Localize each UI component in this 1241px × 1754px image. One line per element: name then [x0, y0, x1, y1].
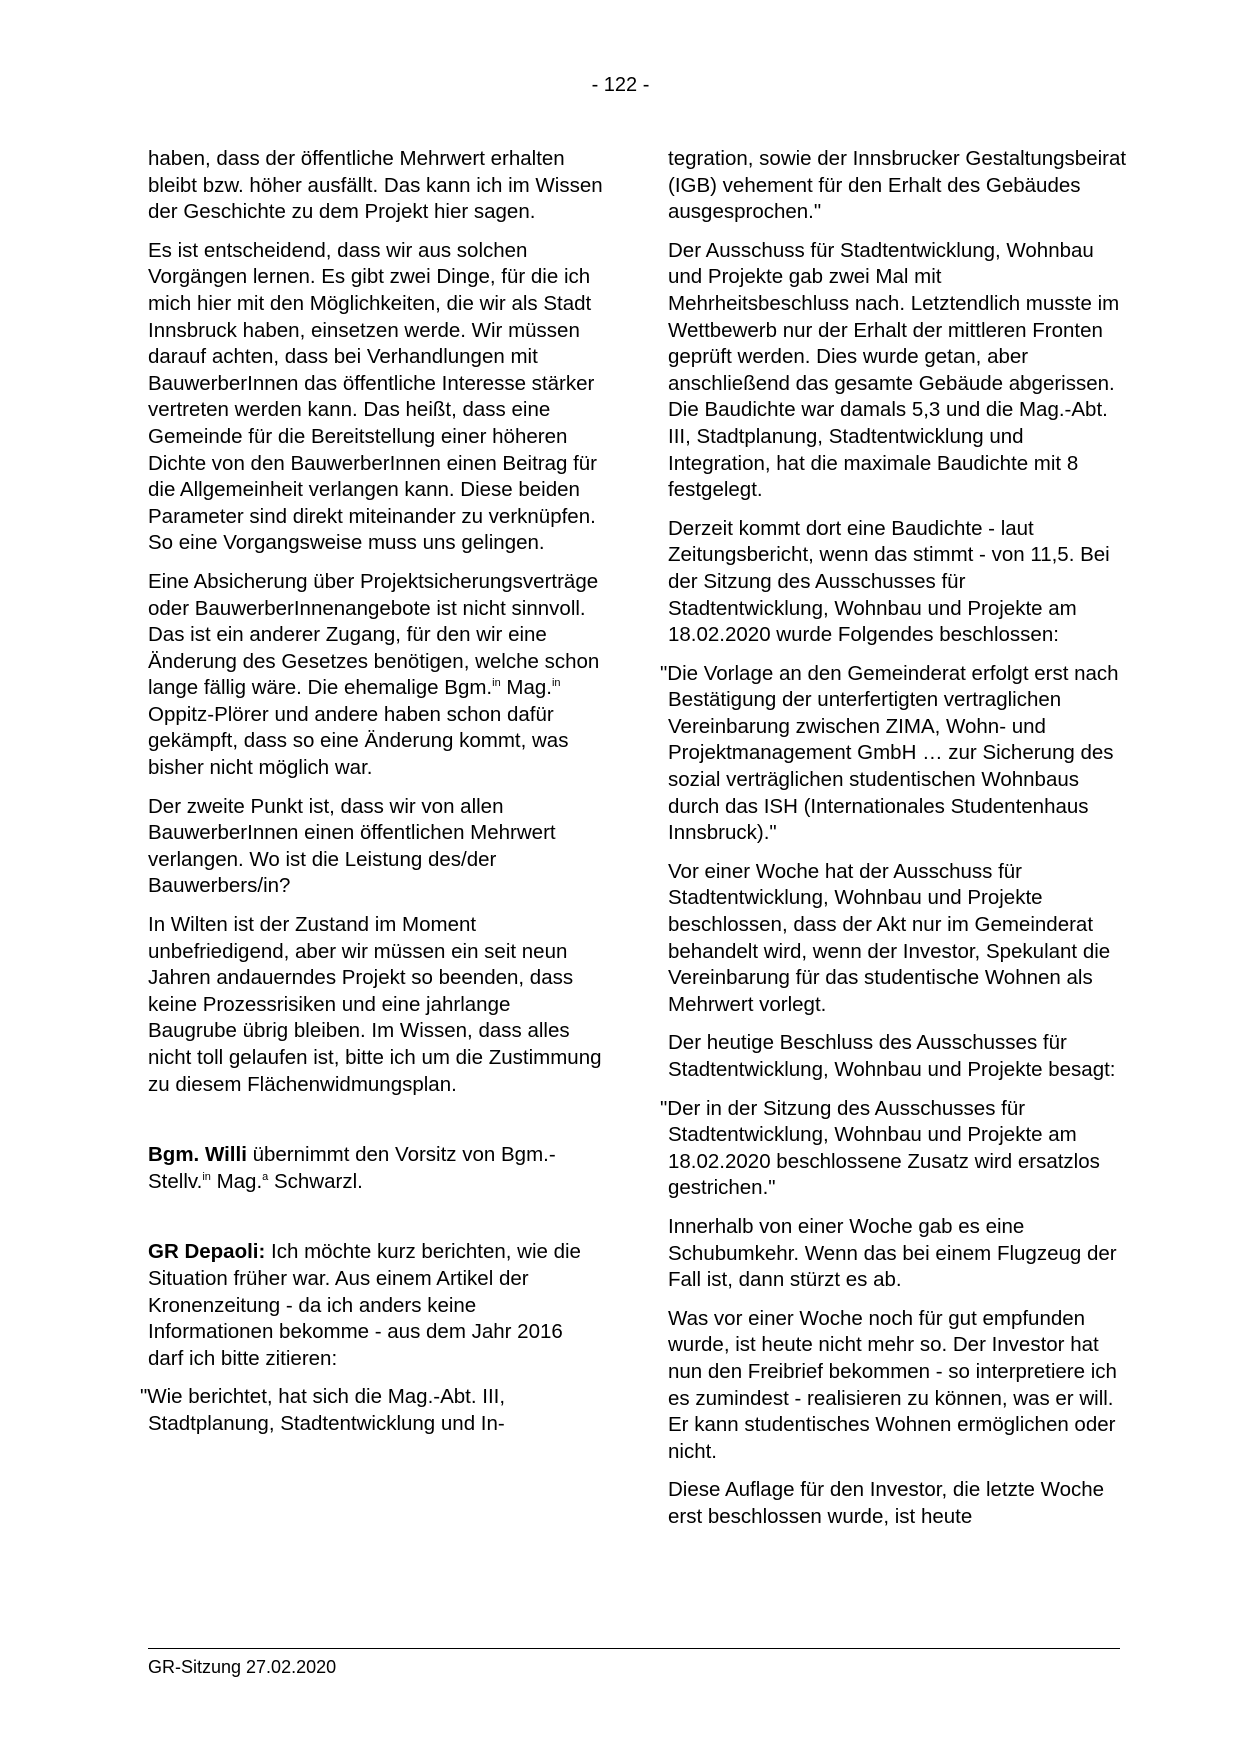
paragraph: Innerhalb von einer Woche gab es eine Schubumkehr. Wenn das bei einem Flugzeug der Fall ist, dann stürzt es ab. — [668, 1214, 1117, 1292]
footer-session-date: GR-Sitzung 27.02.2020 — [148, 1657, 337, 1677]
text-run: Ich möchte kurz berichten, wie die Situation früher war. Aus einem Artikel der Kronenzeitung - da ich anders keine Informationen bekomme - aus dem Jahr 2016 darf ich bitte zitieren: — [148, 1240, 581, 1370]
speaker-name: Bgm. Willi — [148, 1143, 247, 1167]
speaker-name: GR Depaoli: — [148, 1240, 266, 1264]
text-run: Oppitz-Plörer und andere haben schon dafür gekämpft, dass so eine Änderung kommt, was bisher nicht möglich war. — [148, 702, 569, 780]
paragraph: Derzeit kommt dort eine Baudichte - laut Zeitungsbericht, wenn das stimmt - von 11,5. Bei der Sitzung des Ausschusses für Stadtentwicklung, Wohnbau und Projekte am 18.02.2020 wurde Folgendes beschlossen: — [668, 516, 1110, 647]
text-run: Eine Absicherung über Projektsicherungsverträge oder BauwerberInnenangebote ist nicht sinnvoll. Das ist ein anderer Zugang, für den wir eine Änderung des Gesetzes benötigen, welche schon lange fällig wäre. Die ehemalige Bgm. — [148, 569, 600, 700]
superscript: in — [551, 677, 561, 690]
superscript: in — [202, 1170, 211, 1183]
paragraph: In Wilten ist der Zustand im Moment unbefriedigend, aber wir müssen ein seit neun Jahren andauerndes Projekt so beenden, dass keine Prozessrisiken und eine jahrlange Baugrube übrig bleiben. Im Wissen, dass alles nicht toll gelaufen ist, bitte ich um die Zustimmung zu diesem Flächenwidmungsplan. — [148, 913, 602, 1096]
quote-paragraph: "Die Vorlage an den Gemeinderat erfolgt erst nach Bestätigung der unterfertigten vertraglichen Vereinbarung zwischen ZIMA, Wohn- und Projektmanagement GmbH … zur Sicherung des sozial verträglichen studentischen Wohnbaus durch das ISH (Internationales Studentenhaus Innsbruck)." — [660, 661, 1119, 845]
text-run: Mag. — [210, 1169, 263, 1193]
text-run: übernimmt den Vorsitz von Bgm.-Stellv. — [148, 1143, 556, 1193]
paragraph: Der Ausschuss für Stadtentwicklung, Wohnbau und Projekte gab zwei Mal mit Mehrheitsbeschluss nach. Letztendlich musste im Wettbewerb nur der Erhalt der mittleren Fronten geprüft werden. Dies wurde getan, aber anschließend das gesamte Gebäude abgerissen. Die Baudichte war damals 5,3 und die Mag.-Abt. III, Stadtplanung, Stadtentwicklung und Integration, hat die maximale Baudichte mit 8 festgelegt. — [668, 238, 1120, 502]
paragraph — [148, 569, 603, 782]
paragraph: Der heutige Beschluss des Ausschusses für Stadtentwicklung, Wohnbau und Projekte besagt: — [668, 1031, 1116, 1081]
paragraph: Es ist entscheidend, dass wir aus solchen Vorgängen lernen. Es gibt zwei Dinge, für die ich mich hier mit den Möglichkeiten, die wir als Stadt Innsbruck haben, einsetzen werde. Wir müssen darauf achten, dass bei Verhandlungen mit BauwerberInnen das öffentliche Interesse stärker vertreten werden kann. Das heißt, dass eine Gemeinde für die Bereitstellung einer höheren Dichte von den BauwerberInnen einen Beitrag für die Allgemeinheit verlangen kann. Diese beiden Parameter sind direkt miteinander zu verknüpfen. So eine Vorgangsweise muss uns gelingen. — [148, 238, 598, 555]
superscript: in — [492, 677, 501, 690]
paragraph: Was vor einer Woche noch für gut empfunden wurde, ist heute nicht mehr so. Der Investor hat nun den Freibrief bekommen - so interpretiere ich es zumindest - realisieren zu können, was er will. Er kann studentisches Wohnen ermöglichen oder nicht. — [668, 1306, 1117, 1463]
paragraph: Vor einer Woche hat der Ausschuss für Stadtentwicklung, Wohnbau und Projekte beschlossen, dass der Akt nur im Gemeinderat behandelt wird, wenn der Investor, Spekulant die Vereinbarung für das studentische Wohnen als Mehrwert vorlegt. — [668, 859, 1111, 1016]
paragraph: Diese Auflage für den Investor, die letzte Woche erst beschlossen wurde, ist heute — [668, 1478, 1105, 1528]
page-number: - 122 - — [591, 74, 650, 96]
left-column — [140, 146, 603, 1450]
quote-paragraph: "Wie berichtet, hat sich die Mag.-Abt. III, Stadtplanung, Stadtentwicklung und In- — [140, 1385, 506, 1435]
quote-paragraph: "Der in der Sitzung des Ausschusses für Stadtentwicklung, Wohnbau und Projekte am 18.02.2020 beschlossene Zusatz wird ersatzlos gestrichen." — [660, 1096, 1100, 1200]
speaker-paragraph — [148, 1239, 603, 1372]
paragraph: haben, dass der öffentliche Mehrwert erhalten bleibt bzw. höher ausfällt. Das kann ich im Wissen der Geschichte zu dem Projekt hier sagen. — [148, 147, 603, 224]
text-run: Schwarzl. — [268, 1169, 363, 1193]
chair-change-paragraph — [148, 1142, 603, 1195]
paragraph: tegration, sowie der Innsbrucker Gestaltungsbeirat (IGB) vehement für den Erhalt des Gebäudes ausgesprochen." — [668, 147, 1127, 224]
superscript: a — [262, 1170, 269, 1183]
right-column — [660, 146, 1128, 1543]
paragraph: Der zweite Punkt ist, dass wir von allen BauwerberInnen einen öffentlichen Mehrwert verlangen. Wo ist die Leistung des/der Bauwerbers/in? — [148, 794, 556, 898]
text-run: Mag. — [500, 676, 552, 700]
footer-divider — [148, 1648, 1120, 1649]
